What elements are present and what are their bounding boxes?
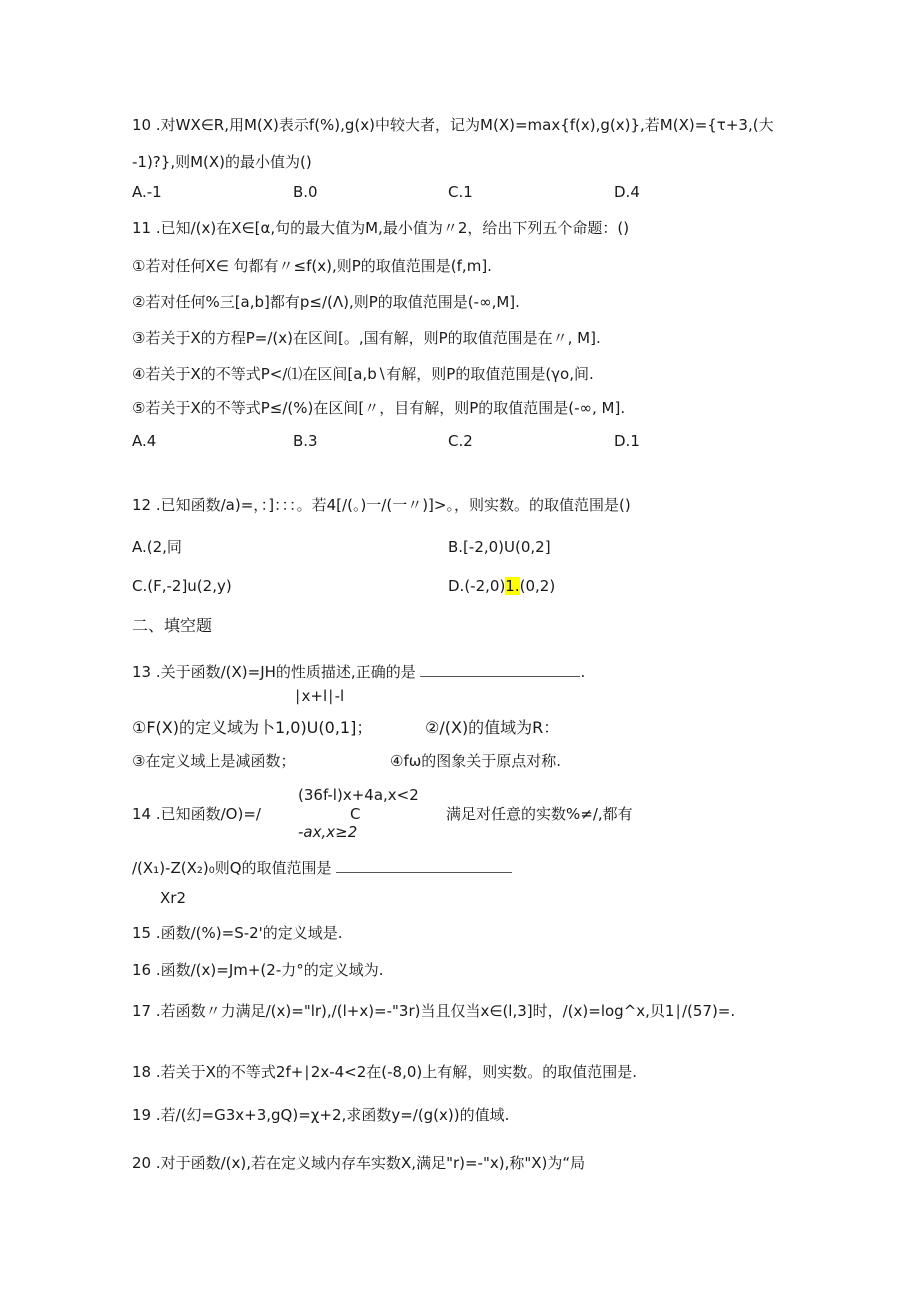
q13-period: . [580, 663, 586, 681]
q14-piece-top: (36f-l)x+4a,x<2 [298, 786, 419, 804]
q18-line: 18 .若关于X的不等式2f+∣2x-4<2在(-8,0)上有解，则实数。的取值范围是. [132, 1063, 638, 1081]
section-fill-in-blank-heading: 二、填空题 [132, 616, 213, 635]
q10-option-d: D.4 [614, 183, 640, 201]
q14-mid: C [350, 805, 361, 823]
q12-option-d-highlight: 1. [505, 577, 520, 595]
q11-option-a: A.4 [132, 432, 157, 450]
q11-item-5: ⑤若关于X的不等式P≤/(%)在区间[〃，目有解，则P的取值范围是(-∞, M]. [132, 399, 626, 417]
q11-item-2: ②若对任何%三[a,b]都有p≤/(Λ),则P的取值范围是(-∞,M]. [132, 293, 520, 311]
q17-line: 17 .若函数〃力满足/(x)="lr),/(l+x)=-"3r)当且仅当x∈(l,3]时，/(x)=log^x,贝1∣/(57)=. [132, 1002, 736, 1020]
q14-lead: 14 .已知函数/O)=/ [132, 805, 261, 823]
q20-line: 20 .对于函数/(x),若在定义域内存车实数X,满足"r)=-"x),称"X)为“局 [132, 1154, 586, 1172]
q11-option-c: C.2 [448, 432, 473, 450]
q13-line1 [132, 662, 585, 682]
q19-line: 19 .若/(幻=G3x+3,gQ)=χ+2,求函数y=∕(g(x))的值域. [132, 1106, 510, 1124]
q12-option-b: B.[-2,0)U(0,2] [448, 538, 551, 556]
q11-line1: 11 .已知/(x)在X∈[α,句的最大值为M,最小值为〃2，给出下列五个命题：() [132, 219, 630, 237]
q12-option-d-pre: D.(-2,0) [448, 577, 506, 595]
q11-item-1: ①若对任何X∈ 句都有〃≤f(x),则P的取值范围是(f,m]. [132, 257, 492, 275]
q11-item-4: ④若关于X的不等式P</⑴在区间[a,b∖有解，则P的取值范围是(γo,间. [132, 365, 594, 383]
q14-piece-bottom: -ax,x≥2 [298, 823, 358, 841]
q10-option-a: A.-1 [132, 183, 162, 201]
q14-answer-blank [336, 858, 512, 873]
q11-option-b: B.3 [293, 432, 318, 450]
q12-option-c: C.(F,-2]u(2,y) [132, 577, 232, 595]
q14-condition: /(X₁)-Z(X₂)₀则Q的取值范围是 [132, 859, 332, 877]
q15-line: 15 .函数/(%)=S-2'的定义域是. [132, 924, 343, 942]
q13-item-1: ①F(X)的定义域为卜1,0)U(0,1]； [132, 718, 373, 737]
q14-tail: 满足对任意的实数%≠/,都有 [446, 805, 633, 823]
q14-line2 [132, 858, 512, 878]
q12-option-d-post: (0,2) [519, 577, 556, 595]
q10-option-c: C.1 [448, 183, 473, 201]
q12-option-d [448, 576, 555, 596]
q13-denominator: ∣x+l∣-l [294, 687, 345, 705]
q11-option-d: D.1 [614, 432, 640, 450]
q10-line2: -1)?},则M(X)的最小值为() [132, 153, 312, 171]
q13-item-3: ③在定义域上是减函数； [132, 752, 296, 770]
q12-option-a: A.(2,同 [132, 538, 182, 556]
q12-line1: 12 .已知函数/a)=，：]：：：。若4[/(。)一/(一〃)]>。，则实数。的取值范围是() [132, 496, 631, 514]
q14-denominator: Xr2 [160, 889, 186, 907]
q10-option-b: B.0 [293, 183, 318, 201]
q16-line: 16 .函数/(x)=Jm+(2-力°的定义域为. [132, 961, 384, 979]
q13-item-4: ④fω的图象关于原点对称. [390, 752, 562, 770]
q11-item-3: ③若关于X的方程P=/(x)在区间[。,国有解，则P的取值范围是在〃, M]. [132, 329, 601, 347]
q13-item-2: ②/(X)的值域为R： [425, 718, 560, 737]
q13-answer-blank [420, 662, 580, 677]
q10-line1: 10 .对WX∈R,用M(X)表示f(%),g(x)中较大者，记为M(X)=max{f(x),g(x)},若M(X)={τ+3,(大 [132, 116, 774, 134]
q13-text: 13 .关于函数/(X)=JH的性质描述,正确的是 [132, 663, 416, 681]
